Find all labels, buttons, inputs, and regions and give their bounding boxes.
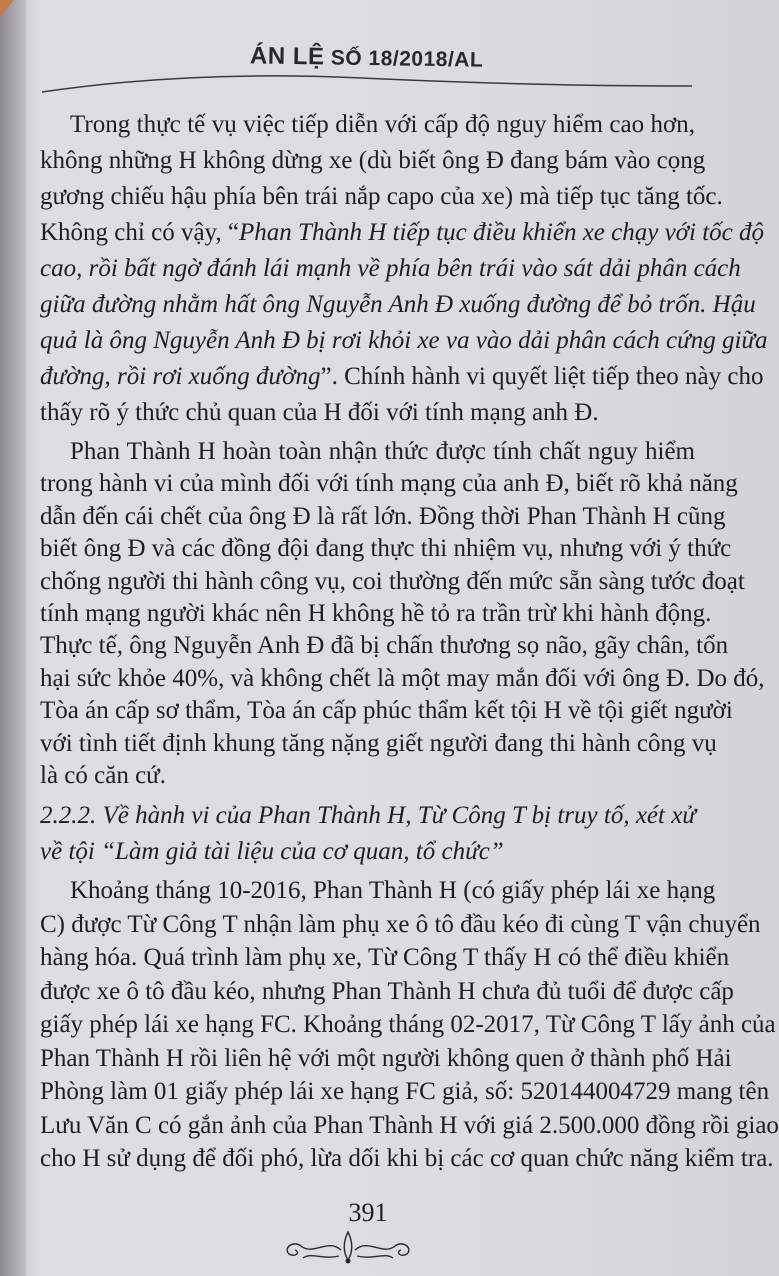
body-text: trong hành vi của mình đối với tính mạng của anh Đ, biết rõ khả năng [40, 470, 738, 498]
book-spine [0, 0, 26, 1276]
text-line [40, 598, 712, 630]
text-line [40, 941, 730, 975]
text-line [40, 760, 695, 792]
text-line [40, 834, 695, 870]
body-text: Trong thực tế vụ việc tiếp diễn với cấp độ nguy hiểm cao hơn, [70, 111, 695, 138]
text-line [40, 395, 695, 431]
body-text: với tình tiết định khung tăng nặng giết người đang thi hành công vụ [40, 729, 717, 757]
text-line [40, 630, 729, 662]
italic-text: Phan Thành H tiếp tục điều khiển xe chạy với tốc độ [239, 219, 765, 246]
paragraph-2 [40, 436, 765, 792]
body-text: gương chiếu hậu phía bên trái nắp capo của xe) mà tiếp tục tăng tốc. [40, 183, 723, 210]
text-line [40, 215, 765, 251]
text-line [40, 566, 745, 598]
body-text: chống người thi hành công vụ, coi thường đến mức sẵn sàng tước đoạt [40, 567, 745, 595]
body-text: ”. Chính hành vi quyết liệt tiếp theo này cho [320, 363, 764, 390]
italic-text: giữa đường nhằm hất ông Nguyễn Anh Đ xuống đường để bỏ trốn. Hậu [40, 291, 756, 318]
italic-text: cao, rồi bất ngờ đánh lái mạnh về phía bên trái vào sát dải phân cách [40, 255, 741, 282]
text-line [40, 287, 756, 323]
header-rule [42, 60, 692, 100]
paragraph-1 [40, 107, 768, 431]
body-text: Khoảng tháng 10-2016, Phan Thành H (có giấy phép lái xe hạng [70, 877, 716, 904]
text-line [40, 908, 761, 942]
header-case-number: SỐ 18/2018/AL [330, 46, 484, 72]
italic-text: về tội “Làm giả tài liệu của cơ quan, tổ chức” [40, 838, 504, 865]
body-text: giấy phép lái xe hạng FC. Khoảng tháng 02-2017, Từ Công T lấy ảnh của [40, 1011, 776, 1038]
body-text: được xe ô tô đầu kéo, nhưng Phan Thành H chưa đủ tuổi để được cấp [40, 977, 734, 1005]
text-line [40, 251, 741, 287]
body-text: tính mạng người khác nên H không hề tỏ ra trần trừ khi hành động. [40, 600, 712, 628]
text-line [40, 468, 738, 500]
body-text: Lưu Văn C có gắn ảnh của Phan Thành H với giá 2.500.000 đồng rồi giao [40, 1111, 779, 1139]
text-line [40, 436, 695, 468]
body-text: là có căn cứ. [40, 762, 166, 790]
table-corner [0, 0, 14, 18]
text-line [40, 1042, 732, 1076]
body-text: hại sức khỏe 40%, và không chết là một may mắn đối với ông Đ. Do đó, [40, 664, 765, 692]
text-line [40, 179, 723, 215]
body-text: cho H sử dụng để đối phó, lừa dối khi bị các cơ quan chức năng kiểm tra. [40, 1145, 774, 1172]
text-line [40, 874, 716, 908]
text-line [40, 695, 733, 727]
body-text: hàng hóa. Quá trình làm phụ xe, Từ Công T thấy H có thể điều khiển [40, 944, 730, 971]
text-line [40, 143, 706, 179]
text-line [40, 1109, 779, 1143]
body-text: Phan Thành H hoàn toàn nhận thức được tính chất nguy hiểm [70, 438, 695, 465]
text-line [40, 359, 764, 395]
header-prefix: ÁN LỆ [249, 42, 325, 71]
text-line [40, 1075, 770, 1109]
body-text: dẫn đến cái chết của ông Đ là rất lớn. Đồng thời Phan Thành H cũng [40, 502, 726, 530]
text-line [40, 663, 765, 695]
body-text: Tòa án cấp sơ thẩm, Tòa án cấp phúc thẩm kết tội H về tội giết người [40, 697, 733, 725]
paragraph-3 [40, 874, 779, 1176]
body-text: Thực tế, ông Nguyễn Anh Đ đã bị chấn thương sọ não, gãy chân, tổn [40, 632, 729, 660]
body-text: Phòng làm 01 giấy phép lái xe hạng FC giả, số: 520144004729 mang tên [40, 1078, 770, 1105]
body-text: C) được Từ Công T nhận làm phụ xe ô tô đầu kéo đi cùng T vận chuyển [40, 910, 761, 938]
italic-text: quả là ông Nguyễn Anh Đ bị rơi khỏi xe va vào dải phân cách cứng giữa [40, 327, 768, 354]
italic-text: 2.2.2. Về hành vi của Phan Thành H, Từ Công T bị truy tố, xét xử [40, 802, 696, 829]
text-line [40, 533, 732, 565]
body-text: Phan Thành H rồi liên hệ với một người không quen ở thành phố Hải [40, 1044, 732, 1072]
body-text: Không chỉ có vậy, “ [40, 219, 240, 246]
text-line [40, 798, 695, 834]
body-text: biết ông Đ và các đồng đội đang thực thi nhiệm vụ, nhưng với ý thức [40, 535, 732, 563]
text-line [40, 323, 768, 359]
body-text: không những H không dừng xe (dù biết ông Đ đang bám vào cọng [40, 147, 706, 174]
italic-text: đường, rồi rơi xuống đường [40, 363, 321, 390]
section-heading [40, 798, 695, 870]
text-line [40, 1008, 776, 1042]
body-text: thấy rõ ý thức chủ quan của H đối với tính mạng anh Đ. [40, 399, 599, 426]
page-number: 391 [348, 1198, 388, 1227]
text-line [40, 975, 734, 1009]
ornament-icon [273, 1230, 423, 1264]
text-line [40, 107, 695, 143]
text-line [40, 728, 717, 760]
text-line [40, 501, 726, 533]
text-line [40, 1142, 774, 1176]
